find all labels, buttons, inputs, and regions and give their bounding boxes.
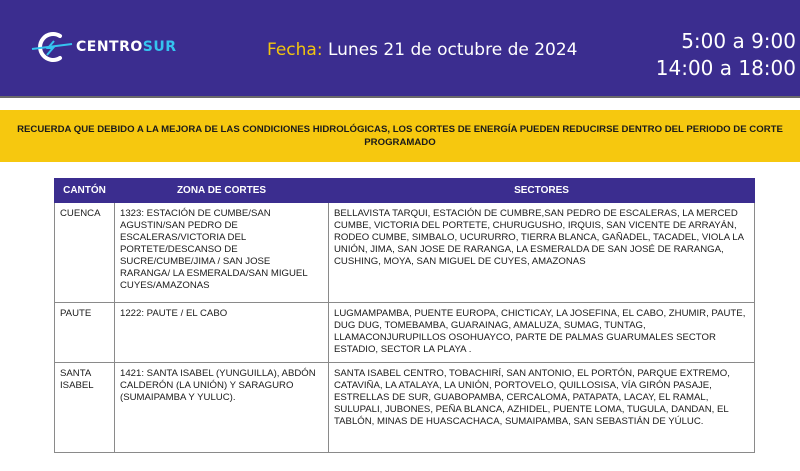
cell-canton: SANTA ISABEL [55, 363, 115, 453]
table-header-row [55, 179, 755, 203]
cortes-table [54, 178, 755, 453]
centrosur-logo [30, 30, 190, 64]
cell-sectores: SANTA ISABEL CENTRO, TOBACHIRÍ, SAN ANTONIO, EL PORTÓN, PARQUE EXTREMO, CATAVIÑA, LA ATALAYA, LA UNIÓN, PORTOVELO, QUILLOSISA, VÍA GIRÓN PASAJE, ESTRELLAS DE SUR, GUABOPAMBA, CERCALOMA, PATAPATA, LACAY, EL RAMAL, SULUPALI, JUBONES, PEÑA BLANCA, AZHIDEL, PUENTE LOMA, TUGULA, DANDAN, EL TABLÓN, MINAS DE HUASCACHACA, SUMAIPAMBA, SAN SEBASTIÁN DE YÚLUC. [329, 363, 755, 453]
header-sectores: SECTORES [329, 179, 755, 203]
fecha-label: Fecha: [267, 40, 323, 60]
cell-zona: 1222: PAUTE / EL CABO [115, 303, 329, 363]
cell-zona: 1421: SANTA ISABEL (YUNGUILLA), ABDÓN CALDERÓN (LA UNIÓN) Y SARAGURO (SUMAIPAMBA Y YULUC). [115, 363, 329, 453]
horario-2: 14:00 a 18:00 [655, 56, 796, 80]
cell-canton: PAUTE [55, 303, 115, 363]
logo-text: CENTROSUR [76, 39, 177, 55]
header-zona: ZONA DE CORTES [115, 179, 329, 203]
horario-1: 5:00 a 9:00 [681, 29, 796, 53]
cortes-table-container [54, 178, 754, 453]
notice-banner: RECUERDA QUE DEBIDO A LA MEJORA DE LAS CONDICIONES HIDROLÓGICAS, LOS CORTES DE ENERGÍA PUEDEN REDUCIRSE DENTRO DEL PERIODO DE CORTE PROGRAMADO [0, 110, 800, 162]
cell-sectores: LUGMAMPAMBA, PUENTE EUROPA, CHICTICAY, LA JOSEFINA, EL CABO, ZHUMIR, PAUTE, DUG DUG, TOMEBAMBA, GUARAINAG, AMALUZA, SUMAG, TUNTAG, LLAMACONJURUPILLOS OSOHUAYCO, PARTE DE PALMAS GUARUMALES SECTOR ESTADIO, SECTOR LA PLAYA . [329, 303, 755, 363]
cell-sectores: BELLAVISTA TARQUI, ESTACIÓN DE CUMBRE,SAN PEDRO DE ESCALERAS, LA MERCED CUMBE, VICTORIA DEL PORTETE, CHURUGUSHO, IRQUIS, SAN VICENTE DE ARRAYÁN, RODEO CUMBE, SIMBALO, UCURURRO, TIERRA BLANCA, GAÑADEL, TACADEL, VIOLA LA UNIÓN, JIMA, SAN JOSE DE RARANGA, LA ESMERALDA DE SAN JOSÉ DE RARANGA, CUSHING, MOYA, SAN MIGUEL DE CUYES, AMAZONAS [329, 203, 755, 303]
fecha-value: Lunes 21 de octubre de 2024 [327, 40, 578, 60]
header-banner [0, 0, 800, 98]
horarios [656, 28, 796, 82]
header-canton: CANTÓN [55, 179, 115, 203]
table-row [55, 303, 755, 363]
cell-zona: 1323: ESTACIÓN DE CUMBE/SAN AGUSTIN/SAN PEDRO DE ESCALERAS/VICTORIA DEL PORTETE/DESCANSO DE SUCRE/CUMBE/JIMA / SAN JOSE RARANGA/ LA ESMERALDA/SAN MIGUEL CUYES/AMAZONAS [115, 203, 329, 303]
cell-canton: CUENCA [55, 203, 115, 303]
table-row [55, 363, 755, 453]
lightning-c-icon [30, 30, 74, 64]
fecha [267, 40, 578, 60]
table-row [55, 203, 755, 303]
